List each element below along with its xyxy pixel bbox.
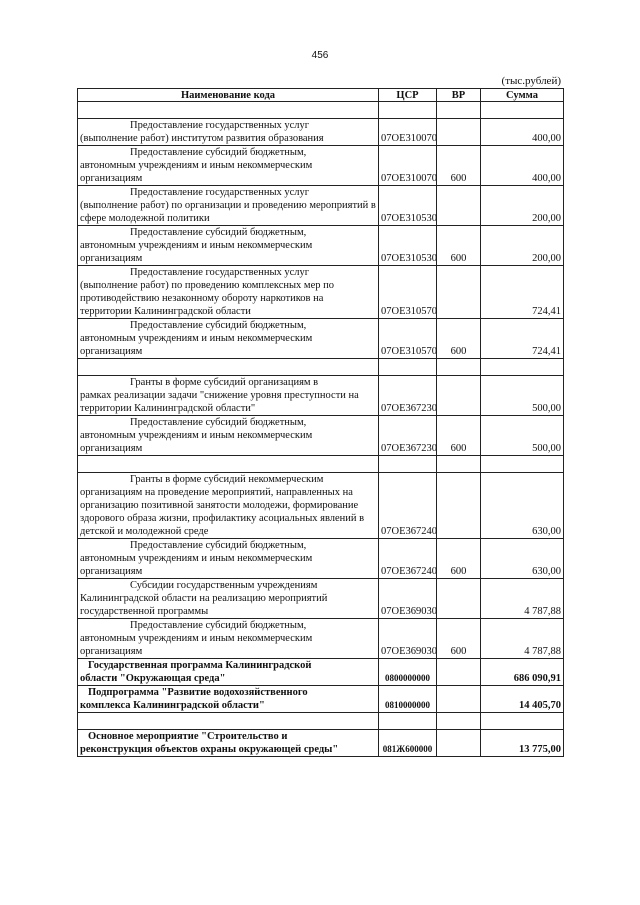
- spacer-row: [78, 713, 564, 730]
- table-row: [78, 539, 564, 579]
- row-name: Предоставление субсидий бюджетным, автономным учреждениям и иным некоммерческим организациям: [78, 319, 379, 359]
- row-csr: 07ОЕ310070: [379, 146, 437, 186]
- row-csr: 07ОЕ310570: [379, 319, 437, 359]
- row-sum: 4 787,88: [481, 579, 564, 619]
- row-sum: 400,00: [481, 119, 564, 146]
- row-name: Субсидии государственным учреждениям Калининградской области на реализацию мероприятий государственной программы: [78, 579, 379, 619]
- row-vr: 600: [437, 226, 481, 266]
- row-name: Гранты в форме субсидий некоммерческим организациям на проведение мероприятий, направленных на организацию позитивной занятости молодежи, формирование здорового образа жизни, профилактику асоциальных явлений в детской и молодежной среде: [78, 473, 379, 539]
- row-sum: 500,00: [481, 376, 564, 416]
- table-row: [78, 319, 564, 359]
- row-csr: 07ОЕ310570: [379, 266, 437, 319]
- row-csr: 07ОЕ367240: [379, 473, 437, 539]
- spacer-row: [78, 359, 564, 376]
- row-vr: [437, 119, 481, 146]
- row-name: Предоставление субсидий бюджетным, автономным учреждениям и иным некоммерческим организациям: [78, 539, 379, 579]
- row-vr: [437, 376, 481, 416]
- table-row: [78, 266, 564, 319]
- column-header-name: Наименование кода: [78, 89, 379, 102]
- row-csr: 07ОЕ310530: [379, 226, 437, 266]
- row-csr: 07ОЕ310530: [379, 186, 437, 226]
- table-row-main-activity: [78, 730, 564, 757]
- row-sum: 200,00: [481, 226, 564, 266]
- row-vr: [437, 473, 481, 539]
- row-csr: 081Ж600000: [379, 730, 437, 757]
- row-name: Основное мероприятие "Строительство и реконструкция объектов охраны окружающей среды": [78, 730, 379, 757]
- row-sum: 724,41: [481, 266, 564, 319]
- row-sum: 4 787,88: [481, 619, 564, 659]
- table-row: [78, 119, 564, 146]
- row-vr: [437, 579, 481, 619]
- row-name: Предоставление государственных услуг (выполнение работ) по проведению комплексных мер по противодействию незаконному обороту наркотиков на территории Калининградской области: [78, 266, 379, 319]
- table-row: [78, 619, 564, 659]
- row-sum: 400,00: [481, 146, 564, 186]
- row-name: Гранты в форме субсидий организациям в рамках реализации задачи "снижение уровня преступности на территории Калининградской области": [78, 376, 379, 416]
- table-row: [78, 579, 564, 619]
- row-csr: 07ОЕ367240: [379, 539, 437, 579]
- row-name: Предоставление субсидий бюджетным, автономным учреждениям и иным некоммерческим организациям: [78, 416, 379, 456]
- table-row: [78, 226, 564, 266]
- table-header-row: [78, 89, 564, 102]
- row-vr: 600: [437, 539, 481, 579]
- row-vr: 600: [437, 146, 481, 186]
- budget-table: [77, 88, 564, 757]
- row-csr: 07ОЕ367230: [379, 416, 437, 456]
- table-row: [78, 473, 564, 539]
- column-header-vr: ВР: [437, 89, 481, 102]
- row-csr: 07ОЕ367230: [379, 376, 437, 416]
- row-vr: [437, 686, 481, 713]
- row-csr: 0800000000: [379, 659, 437, 686]
- row-name: Предоставление государственных услуг (выполнение работ) по организации и проведению мероприятий в сфере молодежной политики: [78, 186, 379, 226]
- row-vr: [437, 730, 481, 757]
- table-row-subprogram: [78, 686, 564, 713]
- row-sum: 14 405,70: [481, 686, 564, 713]
- row-vr: [437, 186, 481, 226]
- row-vr: 600: [437, 416, 481, 456]
- column-header-csr: ЦСР: [379, 89, 437, 102]
- row-csr: 0810000000: [379, 686, 437, 713]
- row-csr: 07ОЕ369030: [379, 579, 437, 619]
- row-name: Предоставление государственных услуг (выполнение работ) институтом развития образования: [78, 119, 379, 146]
- row-sum: 200,00: [481, 186, 564, 226]
- row-sum: 13 775,00: [481, 730, 564, 757]
- row-vr: [437, 266, 481, 319]
- spacer-row: [78, 456, 564, 473]
- row-vr: 600: [437, 319, 481, 359]
- units-label: (тыс.рублей): [501, 75, 561, 87]
- row-csr: 07ОЕ369030: [379, 619, 437, 659]
- table-row: [78, 376, 564, 416]
- table-row: [78, 146, 564, 186]
- row-sum: 724,41: [481, 319, 564, 359]
- row-name: Предоставление субсидий бюджетным, автономным учреждениям и иным некоммерческим организациям: [78, 226, 379, 266]
- row-vr: [437, 659, 481, 686]
- table-row-program: [78, 659, 564, 686]
- row-name: Предоставление субсидий бюджетным, автономным учреждениям и иным некоммерческим организациям: [78, 146, 379, 186]
- spacer-row: [78, 102, 564, 119]
- row-sum: 630,00: [481, 473, 564, 539]
- row-sum: 500,00: [481, 416, 564, 456]
- table-row: [78, 416, 564, 456]
- row-name: Государственная программа Калининградской области "Окружающая среда": [78, 659, 379, 686]
- row-name: Предоставление субсидий бюджетным, автономным учреждениям и иным некоммерческим организациям: [78, 619, 379, 659]
- column-header-sum: Сумма: [481, 89, 564, 102]
- page-number: 456: [311, 50, 329, 61]
- table-row: [78, 186, 564, 226]
- row-vr: 600: [437, 619, 481, 659]
- row-csr: 07ОЕ310070: [379, 119, 437, 146]
- row-sum: 630,00: [481, 539, 564, 579]
- row-name: Подпрограмма "Развитие водохозяйственного комплекса Калининградской области": [78, 686, 379, 713]
- row-sum: 686 090,91: [481, 659, 564, 686]
